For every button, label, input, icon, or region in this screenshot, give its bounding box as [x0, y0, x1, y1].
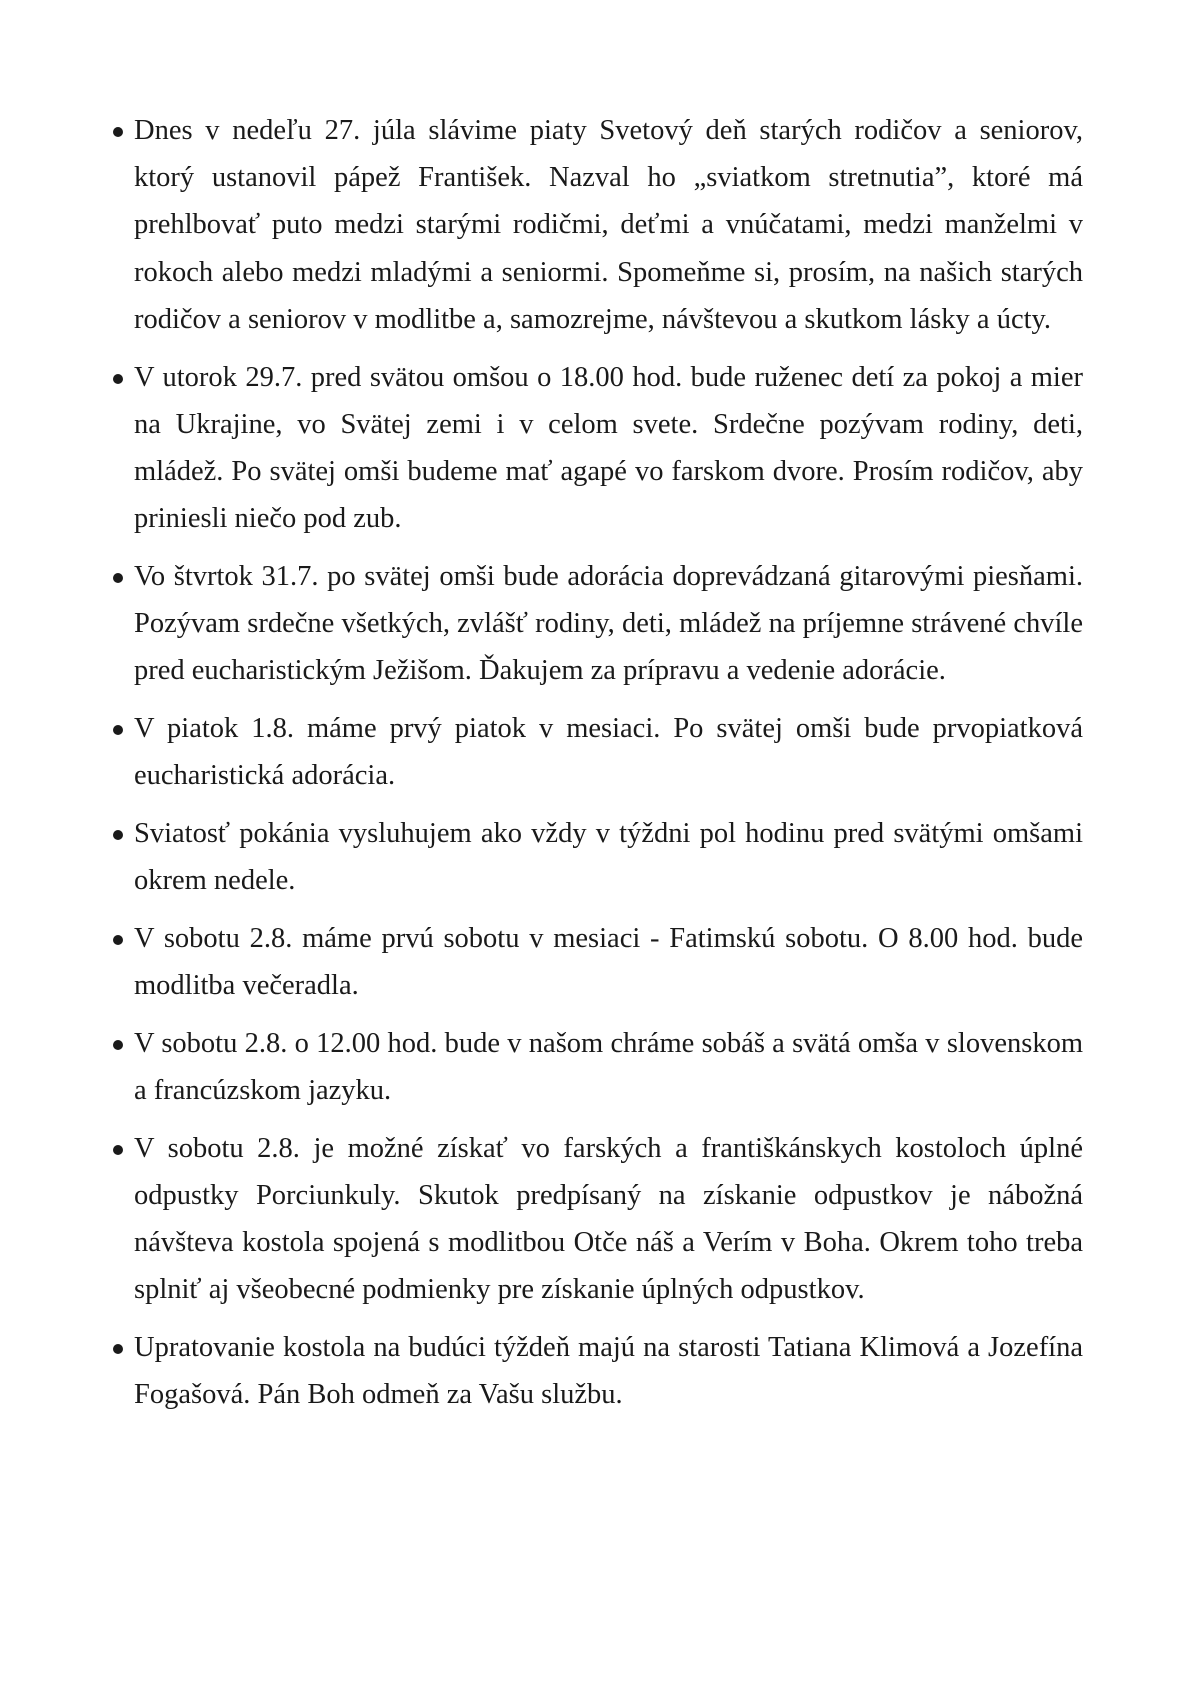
bullet-icon: [113, 374, 123, 384]
announcements-list: [113, 107, 1083, 1429]
announcement-text: Upratovanie kostola na budúci týždeň majú na starosti Tatiana Klimová a Jozefína Fogašová. Pán Boh odmeň za Vašu službu.: [134, 1331, 1083, 1411]
announcement-item: [113, 553, 1083, 695]
announcement-item: [113, 107, 1083, 343]
bullet-icon: [113, 1145, 123, 1155]
announcement-text: V sobotu 2.8. o 12.00 hod. bude v našom chráme sobáš a svätá omša v slovenskom a francúzskom jazyku.: [134, 1027, 1083, 1106]
bullet-icon: [113, 830, 123, 840]
announcement-text: V utorok 29.7. pred svätou omšou o 18.00 hod. bude ruženec detí za pokoj a mier na Ukrajine, vo Svätej zemi i v celom svete. Srdečne pozývam rodiny, deti, mládež. Po svätej omši budeme mať agapé vo farskom dvore. Prosím rodičov, aby priniesli niečo pod zub.: [134, 361, 1083, 535]
announcement-text: Sviatosť pokánia vysluhujem ako vždy v týždni pol hodinu pred svätými omšami okrem nedele.: [134, 817, 1083, 897]
bullet-icon: [113, 725, 123, 735]
announcement-item: [113, 915, 1083, 1009]
announcement-item: [113, 1020, 1083, 1114]
announcement-item: [113, 1324, 1083, 1418]
announcement-text: V piatok 1.8. máme prvý piatok v mesiaci. Po svätej omši bude prvopiatková eucharistická adorácia.: [134, 712, 1083, 792]
announcement-item: [113, 1125, 1083, 1314]
bullet-icon: [113, 1344, 123, 1354]
bullet-icon: [113, 1040, 123, 1050]
bullet-icon: [113, 573, 123, 583]
announcement-item: [113, 354, 1083, 543]
bullet-icon: [113, 127, 123, 137]
announcement-text: V sobotu 2.8. je možné získať vo farských a františkánskych kostoloch úplné odpustky Porciunkuly. Skutok predpísaný na získanie odpustkov je nábožná návšteva kostola spojená s modlitbou Otče náš a Verím v Boha. Okrem toho treba splniť aj všeobecné podmienky pre získanie úplných odpustkov.: [134, 1132, 1083, 1306]
bullet-icon: [113, 935, 123, 945]
announcement-text: Vo štvrtok 31.7. po svätej omši bude adorácia doprevádzaná gitarovými piesňami. Pozývam srdečne všetkých, zvlášť rodiny, deti, mládež na príjemne strávené chvíle pred eucharistickým Ježišom. Ďakujem za prípravu a vedenie adorácie.: [134, 560, 1083, 687]
announcement-text: V sobotu 2.8. máme prvú sobotu v mesiaci - Fatimskú sobotu. O 8.00 hod. bude modlitba večeradla.: [134, 922, 1083, 1001]
announcement-item: [113, 705, 1083, 799]
announcement-item: [113, 810, 1083, 904]
announcement-text: Dnes v nedeľu 27. júla slávime piaty Svetový deň starých rodičov a seniorov, ktorý ustanovil pápež František. Nazval ho „sviatkom stretnutia”, ktoré má prehlbovať puto medzi starými rodičmi, deťmi a vnúčatami, medzi manželmi v rokoch alebo medzi mladými a seniormi. Spomeňme si, prosím, na našich starých rodičov a seniorov v modlitbe a, samozrejme, návštevou a skutkom lásky a úcty.: [134, 115, 1083, 335]
